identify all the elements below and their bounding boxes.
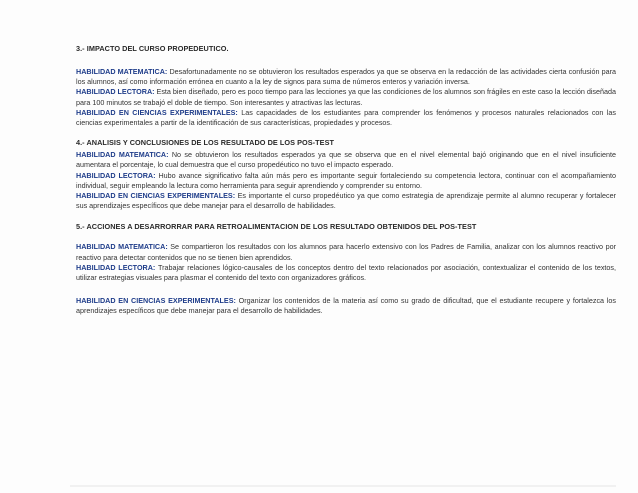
paragraph-text: Se compartieron los resultados con los alumnos para hacerlo extensivo con los Padres de Familia, analizar con los alumnos reactivo por reactivo para detectar contenidos que no se tienen bien aprendidos. [76,242,616,262]
section-analisis [76,138,616,211]
paragraph-text: Organizar los contenidos de la materia así como su grado de dificultad, que el estudiante recupere y fortalezca los aprendizajes específicos que debe manejar para el desarrollo de habilidades. [76,296,616,316]
paragraph-matematica [76,67,616,87]
paragraph-text: Esta bien diseñado, pero es poco tiempo para las lecciones ya que las condiciones de los alumnos son frágiles en este caso la lección diseñada para 100 minutos se trabajó el doble de tiempo. Son interesantes y atractivas las lecturas. [76,87,617,107]
paragraph-label: HABILIDAD MATEMATICA: [76,67,168,76]
scan-smudge [70,485,616,487]
paragraph-label: HABILIDAD EN CIENCIAS EXPERIMENTALES: [76,107,238,117]
section-impacto [76,44,616,128]
paragraph-lectora [76,171,616,191]
paragraph-label: HABILIDAD EN CIENCIAS EXPERIMENTALES: [76,191,236,201]
paragraph-text: Las capacidades de los estudiantes para comprender los fenómenos y procesos naturales relacionados con las ciencias experimentales a partir de la identificación de sus características, propiedades y procesos. [76,107,616,128]
paragraph-label: HABILIDAD MATEMATICA: [76,150,169,160]
section-title: 3.- IMPACTO DEL CURSO PROPEDEUTICO. [76,44,229,53]
paragraph-label: HABILIDAD LECTORA: [76,170,156,180]
paragraph-matematica [76,150,616,170]
paragraph-lectora [76,263,616,283]
paragraph-text: Hubo avance significativo falta aún más pero es importante seguir fortaleciendo su competencia lectora, continuar con el acompañamiento individual, seguir empleando la lectura como herramienta para seguir aprendiendo y comprender su entorno. [76,170,616,190]
paragraph-gap [76,283,616,296]
paragraph-text: No se obtuvieron los resultados esperados ya que se observa que en el nivel elemental bajó originando que en el nivel insuficiente aumentara el porcentaje, lo cual demuestra que el curso propedéutico no tuvo el impacto esperado. [76,150,616,170]
paragraph-matematica [76,242,616,262]
section-title: 4.- ANALISIS Y CONCLUSIONES DE LOS RESULTADO DE LOS POS-TEST [76,138,335,148]
section-title: 5.- ACCIONES A DESARRORRAR PARA RETROALIMENTACION DE LOS RESULTADO OBTENIDOS DEL POS-TEST [76,222,477,232]
paragraph-label: HABILIDAD LECTORA: [76,87,155,97]
paragraph-ciencias [76,191,616,211]
paragraph-label: HABILIDAD MATEMATICA: [76,242,168,252]
paragraph-lectora [76,87,616,107]
paragraph-label: HABILIDAD EN CIENCIAS EXPERIMENTALES: [76,296,236,306]
paragraph-label: HABILIDAD LECTORA: [76,262,156,272]
paragraph-text: Trabajar relaciones lógico-causales de los conceptos dentro del texto relacionados por asociación, contextualizar el contenido de los textos, utilizar estrategias visuales para plasmar el contenido del texto con organizadores gráficos. [76,262,616,283]
section-acciones [76,222,616,316]
paragraph-text: Desafortunadamente no se obtuvieron los resultados esperados ya que se observa en la redacción de las actividades cierta confusión para los alumnos, así como información errónea en cuanto a la ley de signos para suma de números enteros y variación inversa. [76,67,616,87]
paragraph-text: Es importante el curso propedéutico ya que como estrategia de aprendizaje permite al alumno recuperar y fortalecer sus aprendizajes específicos que debe manejar para el desarrollo de habilidades. [76,191,616,211]
paragraph-ciencias [76,108,616,128]
paragraph-ciencias [76,296,616,316]
